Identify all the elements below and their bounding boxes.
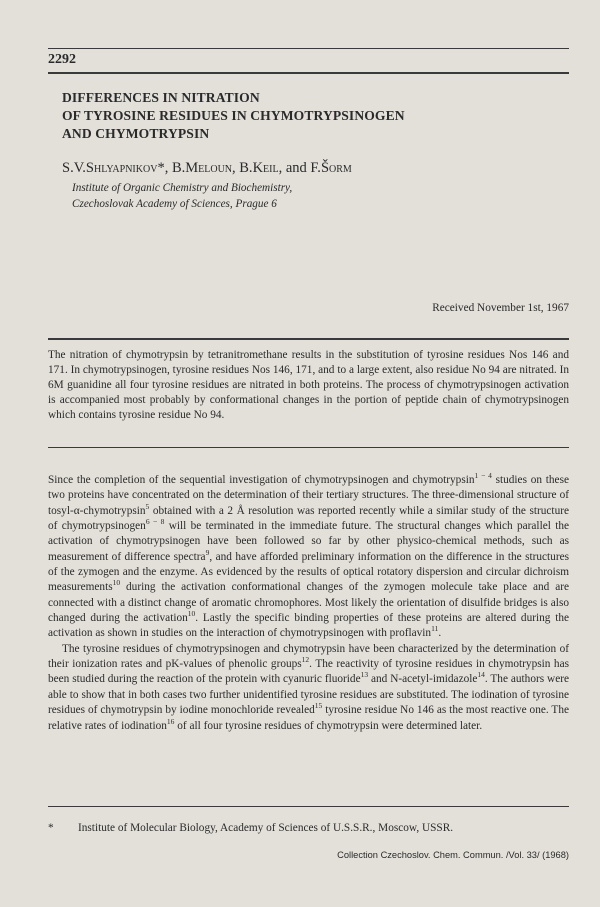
citation: 13 [360, 670, 369, 680]
author-list: S.V.Shlyapnikov*, B.Meloun, B.Keil, and F.Šorm [62, 160, 352, 176]
author-initials: B. [239, 160, 253, 176]
author-connector: and [285, 160, 307, 176]
author-name: Šorm [320, 160, 352, 176]
author-name: Shlyapnikov [85, 160, 158, 176]
title-line: DIFFERENCES IN NITRATION [62, 90, 260, 105]
header-top-rule [48, 48, 569, 49]
text-run: . [438, 627, 442, 640]
author-name: Meloun [185, 160, 233, 176]
text-run: will be terminated in the immediate future. The structural changes which parallel the activation of chymotrypsinogen have been followed so far by other physico-chemical methods, such as measurement of difference spectra [48, 520, 570, 563]
affiliation-line: Institute of Organic Chemistry and Biochemistry, [72, 182, 293, 194]
affiliation [72, 181, 292, 212]
abstract-bottom-rule [48, 447, 569, 448]
text-run: during the activation conformational changes of the zymogen molecule take place and are connected with a distinct change of aromatic chromophores. Most likely the orientation of disulfide bridges is also changed during the activation [48, 581, 569, 625]
citation: 11 [431, 624, 439, 634]
footnote-mark: * [48, 822, 54, 834]
received-date: Received November 1st, 1967 [432, 302, 569, 314]
author-initials: F. [310, 160, 321, 176]
text-run: Since the completion of the sequential investigation of chymotrypsinogen and chymotrypsin [48, 474, 475, 486]
citation: 5 [145, 501, 150, 511]
body-text [48, 473, 569, 734]
citation: 1 − 4 [474, 471, 492, 480]
author-footnote-mark: * [157, 160, 165, 176]
journal-reference: Collection Czechoslov. Chem. Commun. /Vol. 33/ (1968) [337, 850, 569, 860]
footnote [48, 822, 569, 834]
author-name: Keil [252, 160, 279, 176]
text-run: The tyrosine residues of chymotrypsinogen and chymotrypsin have been characterized by the determination of their ionization rates and pK-values of phenolic groups [48, 642, 569, 671]
footnote-rule [48, 806, 569, 807]
article-title [62, 89, 532, 143]
abstract-top-rule [48, 338, 569, 340]
affiliation-line: Czechoslovak Academy of Sciences, Prague 6 [72, 197, 277, 210]
text-run: . The authors were able to show that in both cases two further unidentified tyrosine residues are substituted. The iodination of tyrosine residues of chymotrypsin by iodine monochloride revealed [48, 673, 569, 717]
citation: 16 [166, 716, 175, 726]
text-run: , and have afforded preliminary information on the difference in the structures of the zymogen and the enzyme. As evidenced by the results of optical rotatory dispersion and circular dichroism measurements [48, 550, 570, 594]
text-run: studies on these two proteins have concentrated on the determination of their tertiary structures. The three-dimensional structure of tosyl-α-chymotrypsin [48, 474, 569, 517]
page-number: 2292 [48, 52, 76, 67]
body-paragraph [48, 642, 569, 734]
text-run: obtained with a 2 Å resolution was reported recently while a similar study of the structure of chymotrypsinogen [48, 504, 569, 533]
citation: 15 [314, 701, 323, 711]
header-bottom-rule [48, 72, 569, 74]
author-initials: S.V. [62, 160, 86, 176]
abstract: The nitration of chymotrypsin by tetranitromethane results in the substitution of tyrosine residues Nos 146 and 171. In chymotrypsinogen, tyrosine residues Nos 146, 171, and to a large extent, also residue No 94 are nitrated. In 6M guanidine all four tyrosine residues are nitrated in both proteins. The process of chymotrypsinogen activation is accompanied most probably by conformational changes in the portion of peptide chain of chymotrypsinogen which contains tyrosine residue No 94. [48, 349, 569, 421]
citation: 10 [187, 609, 196, 619]
citation: 9 [205, 547, 210, 557]
author-initials: B. [171, 160, 186, 176]
citation: 10 [112, 578, 121, 588]
citation: 14 [477, 670, 485, 680]
text-run: and N-acetyl-imidazole [368, 673, 478, 686]
text-run: . Lastly the specific binding properties of these proteins are altered during the activation as shown in studies on the interaction of chymotrypsinogen with proflavin [48, 612, 569, 640]
citation: 12 [301, 655, 310, 665]
title-line: OF TYROSINE RESIDUES IN CHYMOTRYPSINOGEN [62, 108, 405, 123]
text-run: of all four tyrosine residues of chymotrypsin were determined later. [174, 719, 483, 732]
title-line: AND CHYMOTRYPSIN [62, 126, 210, 141]
citation: 6 − 8 [145, 517, 165, 527]
text-run: . The reactivity of tyrosine residues in chymotrypsin has been studied during the reaction of the protein with cyanuric fluoride [48, 658, 569, 686]
body-paragraph [48, 473, 569, 642]
footnote-text: Institute of Molecular Biology, Academy of Sciences of U.S.S.R., Moscow, USSR. [78, 822, 454, 834]
text-run: tyrosine residue No 146 as the most reactive one. The relative rates of iodination [48, 704, 569, 732]
